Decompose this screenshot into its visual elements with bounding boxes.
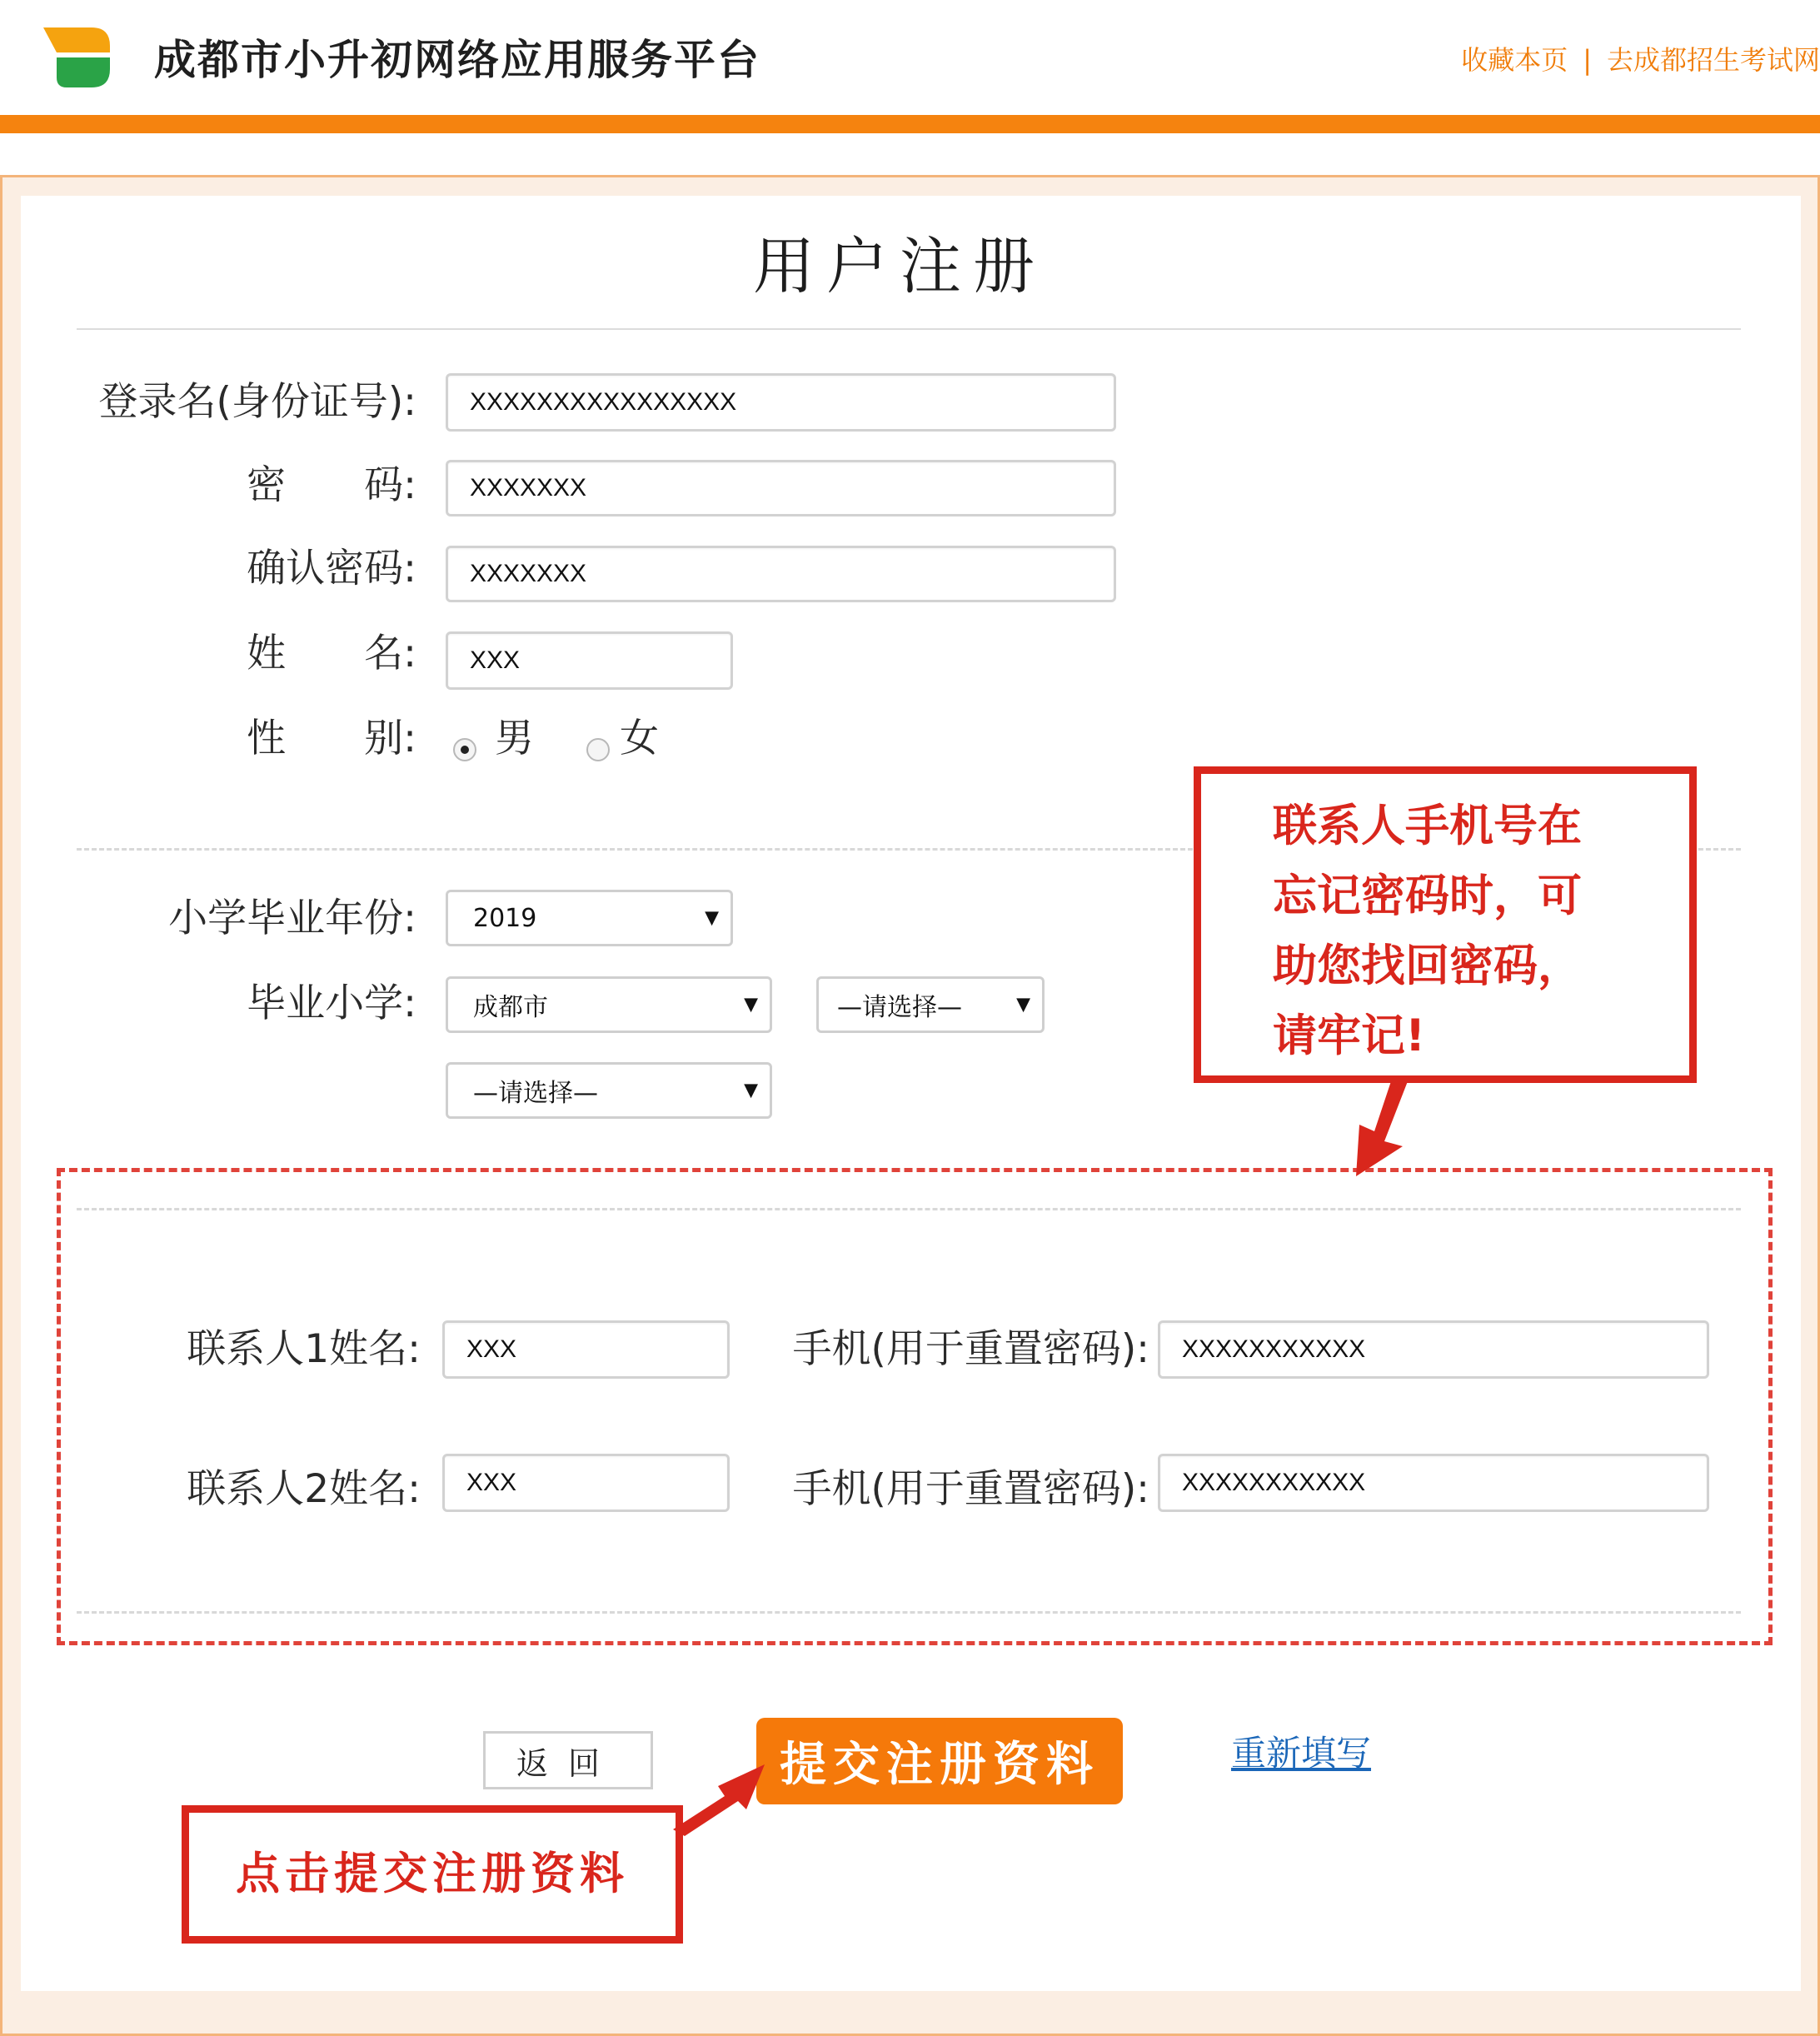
- contact1-name-label: 联系人1姓名:: [187, 1326, 421, 1372]
- submit-registration-button[interactable]: 提交注册资料: [756, 1718, 1123, 1804]
- contact1-name-input[interactable]: XXX: [442, 1320, 730, 1379]
- gender-male-radio[interactable]: [453, 738, 476, 761]
- name-label: 姓 名:: [247, 631, 416, 676]
- contacts-highlight-box: [57, 1168, 1773, 1645]
- chevron-down-icon: ▼: [705, 907, 719, 929]
- confirm-password-label: 确认密码:: [247, 546, 416, 591]
- grad-year-label: 小学毕业年份:: [168, 896, 416, 941]
- login-label: 登录名(身份证号):: [98, 379, 416, 425]
- contacts-bottom-divider: [77, 1611, 1741, 1614]
- title-divider: [77, 328, 1741, 330]
- gender-female-radio[interactable]: [586, 738, 610, 761]
- callout-top-line3: 助您找回密码，: [1273, 941, 1582, 991]
- callout-arrow-down-icon: [1333, 1075, 1433, 1183]
- phone2-label: 手机(用于重置密码):: [792, 1466, 1149, 1512]
- login-input[interactable]: XXXXXXXXXXXXXXXX: [446, 373, 1116, 432]
- grad-year-select[interactable]: [446, 890, 733, 946]
- contacts-top-divider: [77, 1208, 1741, 1210]
- school-city-value: 成都市: [473, 993, 548, 1022]
- gender-label: 性 别:: [247, 716, 416, 761]
- callout-bottom-text: 点击提交注册资料: [236, 1849, 629, 1899]
- top-links: [1461, 35, 1820, 85]
- header-accent-bar: [0, 115, 1820, 133]
- school-name-value: —请选择—: [473, 1079, 598, 1108]
- link-separator: |: [1583, 44, 1592, 76]
- callout-top-line1: 联系人手机号在: [1273, 801, 1582, 851]
- callout-top-line4: 请牢记!: [1273, 1011, 1426, 1061]
- grad-school-label: 毕业小学:: [247, 981, 416, 1026]
- reset-form-link[interactable]: 重新填写: [1231, 1733, 1372, 1774]
- callout-arrow-up-icon: [666, 1749, 775, 1841]
- site-title: 成都市小升初网络应用服务平台: [154, 36, 760, 84]
- phone1-input[interactable]: XXXXXXXXXXX: [1158, 1320, 1709, 1379]
- school-name-select[interactable]: [446, 1062, 772, 1119]
- chevron-down-icon: ▼: [1016, 994, 1030, 1016]
- chevron-down-icon: ▼: [744, 994, 758, 1016]
- name-input[interactable]: XXX: [446, 631, 733, 690]
- gender-female-label: 女: [620, 716, 659, 761]
- confirm-password-input[interactable]: XXXXXXX: [446, 546, 1116, 602]
- gender-male-label: 男: [495, 716, 534, 761]
- school-city-select[interactable]: [446, 976, 772, 1033]
- password-input[interactable]: XXXXXXX: [446, 460, 1116, 516]
- exam-site-link[interactable]: 去成都招生考试网: [1606, 44, 1820, 76]
- phone2-input[interactable]: XXXXXXXXXXX: [1158, 1454, 1709, 1512]
- bookmark-link[interactable]: 收藏本页: [1461, 44, 1568, 76]
- school-district-value: —请选择—: [837, 993, 962, 1022]
- school-district-select[interactable]: [816, 976, 1045, 1033]
- contact2-name-label: 联系人2姓名:: [187, 1466, 421, 1512]
- back-button[interactable]: 返回: [483, 1731, 653, 1789]
- chevron-down-icon: ▼: [744, 1080, 758, 1101]
- contact2-name-input[interactable]: XXX: [442, 1454, 730, 1512]
- page-title: 用户注册: [753, 231, 1046, 302]
- password-label: 密 码:: [247, 462, 416, 508]
- site-logo: [42, 21, 112, 92]
- phone1-label: 手机(用于重置密码):: [792, 1326, 1149, 1372]
- grad-year-value: 2019: [473, 903, 537, 933]
- callout-top-line2: 忘记密码时，可: [1273, 871, 1582, 921]
